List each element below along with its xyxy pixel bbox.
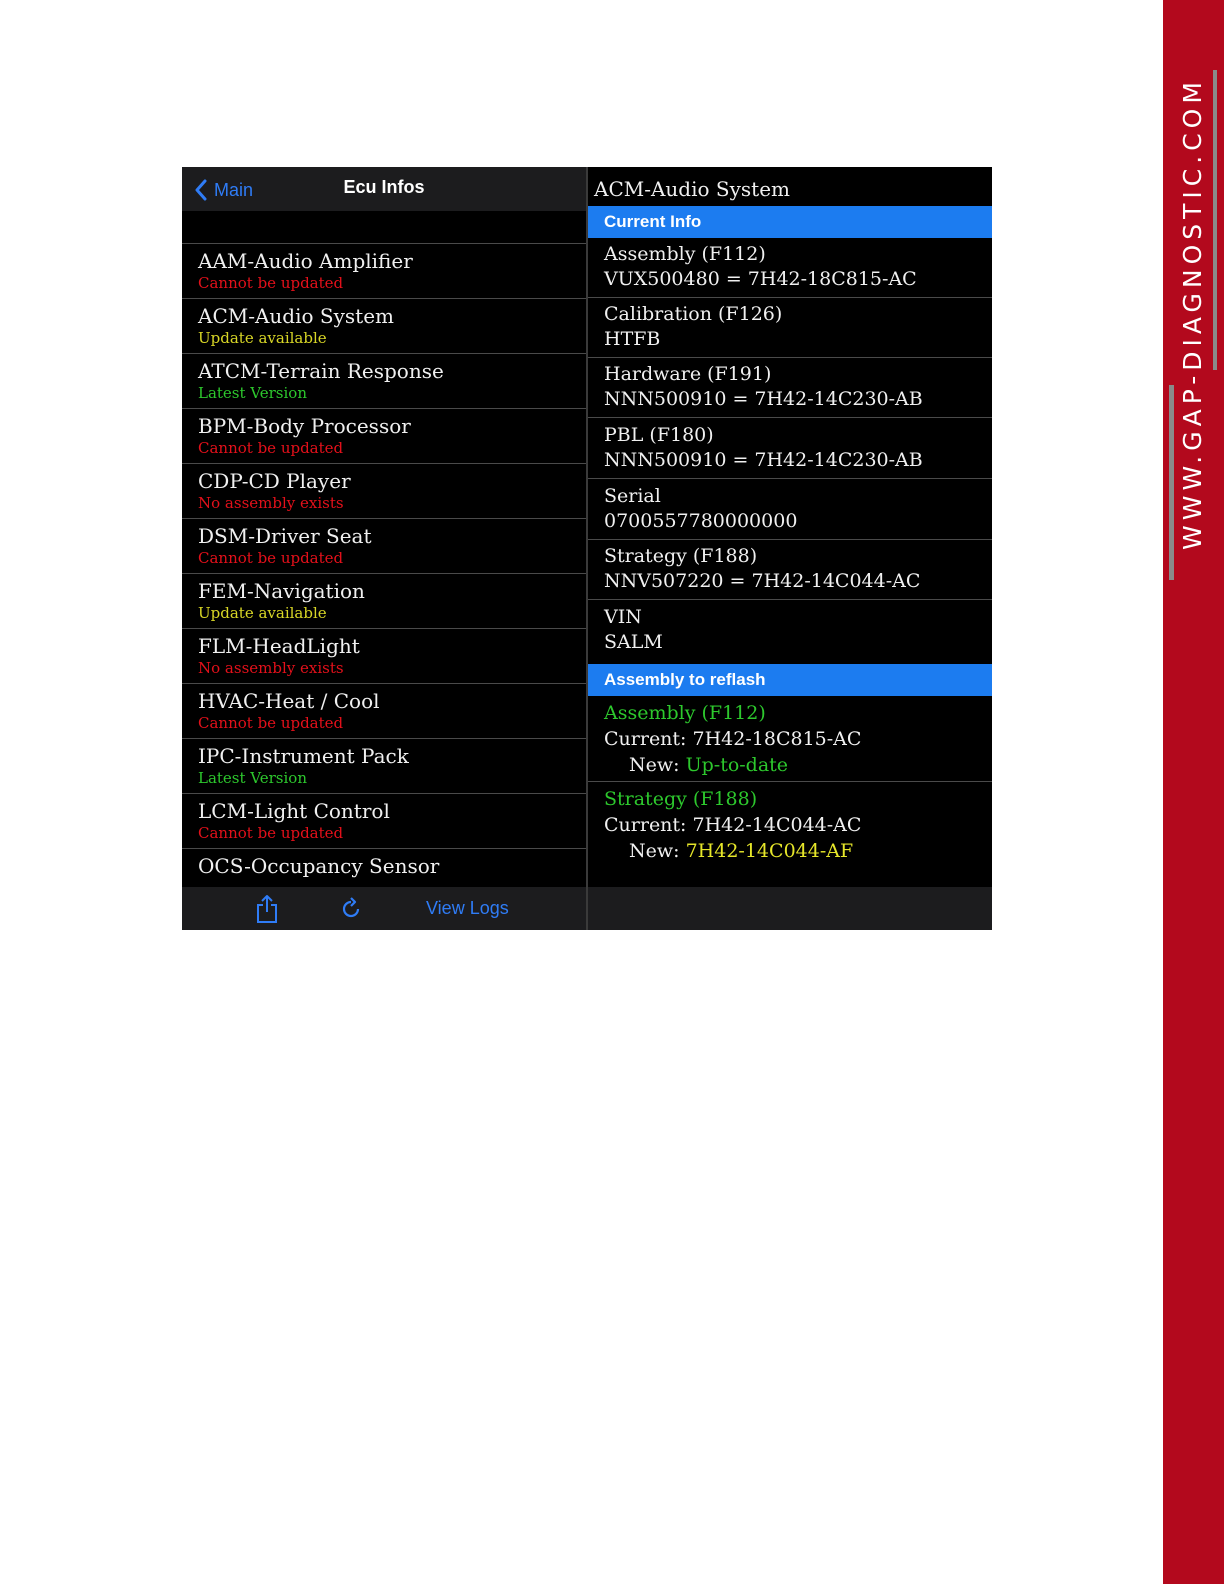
info-value: SALM <box>604 631 663 653</box>
ecu-list-item[interactable] <box>182 739 586 794</box>
ecu-status: Update available <box>198 604 327 622</box>
info-label: Strategy (F188) <box>604 545 758 567</box>
ecu-status: Cannot be updated <box>198 549 344 567</box>
ecu-status: Update available <box>198 329 327 347</box>
ecu-list-item[interactable] <box>182 354 586 409</box>
ecu-list-item[interactable] <box>182 574 586 629</box>
ecu-name: ACM-Audio System <box>198 304 395 328</box>
ecu-list-item[interactable] <box>182 684 586 739</box>
info-value: NNN500910 = 7H42-14C230-AB <box>604 388 923 410</box>
ecu-name: BPM-Body Processor <box>198 414 411 438</box>
reflash-current <box>604 726 992 752</box>
detail-title: ACM-Audio System <box>594 177 791 201</box>
view-logs-button[interactable]: View Logs <box>426 898 509 918</box>
reflash-label: Strategy (F188) <box>604 788 758 810</box>
reflash-header: Assembly to reflash <box>588 664 992 696</box>
info-row-calibration <box>588 298 992 358</box>
reflash-row-assembly <box>588 696 992 782</box>
ecu-list-item[interactable] <box>182 519 586 574</box>
ecu-status: No assembly exists <box>198 494 344 512</box>
ecu-name: IPC-Instrument Pack <box>198 744 409 768</box>
ecu-list-item[interactable] <box>182 299 586 354</box>
ecu-status: Latest Version <box>198 384 307 402</box>
current-label: Current: <box>604 814 687 836</box>
info-value: HTFB <box>604 328 661 350</box>
new-label: New: <box>629 754 680 776</box>
ecu-detail-pane <box>588 167 992 930</box>
info-value: 0700557780000000 <box>604 510 798 532</box>
info-label: VIN <box>604 606 642 628</box>
info-value: NNV507220 = 7H42-14C044-AC <box>604 570 921 592</box>
current-value: 7H42-18C815-AC <box>692 728 862 750</box>
ecu-list <box>182 244 586 879</box>
info-label: Assembly (F112) <box>604 243 766 265</box>
info-row-serial <box>588 480 992 540</box>
ecu-list-item[interactable] <box>182 849 586 879</box>
reflash-new <box>604 752 992 778</box>
new-label: New: <box>629 840 680 862</box>
info-row-hardware <box>588 358 992 418</box>
ecu-list-item[interactable] <box>182 464 586 519</box>
info-row-strategy <box>588 540 992 600</box>
ecu-list-item[interactable] <box>182 409 586 464</box>
share-icon[interactable] <box>255 894 279 924</box>
app-screenshot <box>182 167 992 930</box>
ecu-name: HVAC-Heat / Cool <box>198 689 380 713</box>
bottom-toolbar <box>182 887 586 930</box>
ecu-name: LCM-Light Control <box>198 799 390 823</box>
ecu-name: AAM-Audio Amplifier <box>198 249 413 273</box>
current-value: 7H42-14C044-AC <box>692 814 862 836</box>
refresh-icon[interactable] <box>339 897 363 921</box>
info-row-assembly <box>588 238 992 298</box>
info-value: VUX500480 = 7H42-18C815-AC <box>604 268 917 290</box>
ecu-name: DSM-Driver Seat <box>198 524 372 548</box>
banner-accent-line-top <box>1213 70 1217 370</box>
info-row-pbl <box>588 419 992 479</box>
navigation-bar <box>182 167 586 211</box>
ecu-status: No assembly exists <box>198 659 344 677</box>
list-header-spacer <box>182 211 586 244</box>
new-value: Up-to-date <box>685 754 789 776</box>
info-label: Hardware (F191) <box>604 363 772 385</box>
back-button-label: Main <box>214 179 254 200</box>
info-row-vin <box>588 601 992 661</box>
banner-accent-line <box>1169 385 1174 580</box>
current-label: Current: <box>604 728 687 750</box>
ecu-status: Cannot be updated <box>198 824 344 842</box>
ecu-name: CDP-CD Player <box>198 469 351 493</box>
info-label: Calibration (F126) <box>604 303 783 325</box>
ecu-list-item[interactable] <box>182 629 586 684</box>
reflash-row-strategy <box>588 782 992 868</box>
ecu-list-pane <box>182 167 586 930</box>
reflash-current <box>604 812 992 838</box>
reflash-label: Assembly (F112) <box>604 702 766 724</box>
current-info-header: Current Info <box>588 206 992 238</box>
page-title: Ecu Infos <box>343 177 425 197</box>
ecu-name: ATCM-Terrain Response <box>198 359 444 383</box>
ecu-name: FEM-Navigation <box>198 579 365 603</box>
info-label: Serial <box>604 485 661 507</box>
new-value: 7H42-14C044-AF <box>685 840 854 862</box>
ecu-status: Cannot be updated <box>198 714 344 732</box>
info-value: NNN500910 = 7H42-14C230-AB <box>604 449 923 471</box>
ecu-name: OCS-Occupancy Sensor <box>198 854 440 878</box>
ecu-status: Cannot be updated <box>198 274 344 292</box>
reflash-new <box>604 838 992 864</box>
banner-website-text: WWW.GAP-DIAGNOSTIC.COM <box>1178 77 1207 550</box>
ecu-list-item[interactable] <box>182 244 586 299</box>
ecu-name: FLM-HeadLight <box>198 634 360 658</box>
ecu-status: Cannot be updated <box>198 439 344 457</box>
info-label: PBL (F180) <box>604 424 714 446</box>
ecu-status: Latest Version <box>198 769 307 787</box>
detail-bottom-bar <box>588 887 992 930</box>
ecu-list-item[interactable] <box>182 794 586 849</box>
